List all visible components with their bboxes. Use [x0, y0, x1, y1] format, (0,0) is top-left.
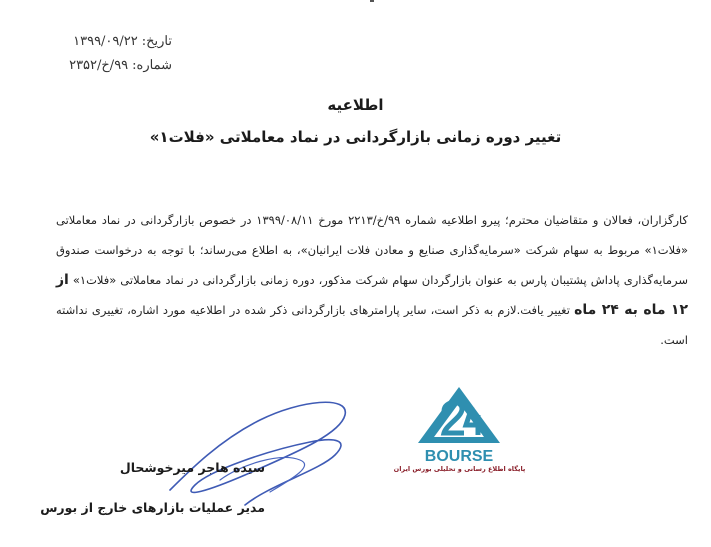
date-row — [62, 30, 172, 54]
bourse-emblem — [382, 371, 537, 466]
body-part-2: تغییر یافت.لازم به ذکر است، سایر پارامترهای بازارگردانی ذکر شده در اطلاعیه مورد اشاره، تغییری نداشته است. — [56, 303, 688, 347]
page-edge-mark — [370, 0, 374, 2]
announcement-body — [56, 205, 688, 355]
signatory-role: مدیر عملیات بازارهای خارج از بورس — [40, 500, 265, 515]
letter-meta — [62, 30, 172, 78]
logo-wordmark: BOURSE — [424, 448, 494, 465]
body-part-1: کارگزاران، فعالان و متقاضیان محترم؛ پیرو اطلاعیه شماره ۹۹/خ/۲۲۱۳ مورخ ۱۳۹۹/۰۸/۱۱ در خصوص بازارگردانی در نماد معاملاتی «فلات۱» مربوط به سهام شرکت «سرمایه‌گذاری صنایع و معادن فلات ایرانیان»، به اطلاع می‌رساند؛ با توجه به درخواست صندوق سرمایه‌گذاری پاداش پشتیبان پارس به عنوان بازارگردان سهام شرکت مذکور، دوره زمانی بازارگردانی در نماد معاملاتی «فلات۱» — [56, 213, 689, 287]
announcement-subtitle: تغییر دوره زمانی بازارگردانی در نماد معاملاتی «فلات۱» — [149, 128, 562, 146]
bourse-logo — [382, 371, 537, 483]
date-label: تاریخ: — [141, 34, 172, 49]
handwritten-signature — [150, 380, 370, 520]
body-emphasis: از ۱۲ ماه به ۲۴ ماه — [56, 272, 689, 318]
number-value: ۹۹/خ/۲۳۵۲ — [69, 58, 129, 73]
announcement-title: اطلاعیه — [327, 96, 384, 114]
number-row — [62, 54, 172, 78]
date-value: ۱۳۹۹/۰۹/۲۲ — [73, 34, 138, 49]
signatory-name: سیده هاجر میرخوشحال — [119, 460, 265, 475]
number-label: شماره: — [132, 58, 172, 73]
logo-caption: پایگاه اطلاع رسانی و تحلیلی بورس ایران — [393, 465, 526, 473]
